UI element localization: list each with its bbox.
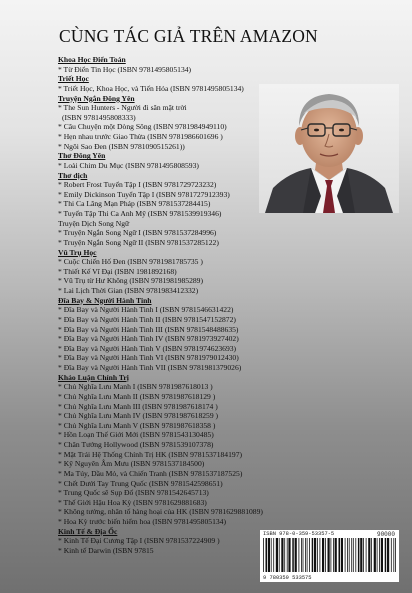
barcode-bar bbox=[385, 538, 387, 572]
book-list-item: * Trung Quốc sẽ Sụp Đổ (ISBN 9781542645713) bbox=[58, 488, 209, 498]
barcode-bar bbox=[322, 538, 324, 572]
book-list-item: * Hoa Kỳ trước biến hiểm hoa (ISBN 9781495805134) bbox=[58, 517, 226, 526]
barcode-bar bbox=[331, 538, 332, 572]
book-list-item: * Hẹn nhau trước Giao Thừa (ISBN 9781986601696 ) bbox=[58, 132, 223, 141]
barcode-bar bbox=[263, 538, 264, 572]
barcode-bar bbox=[351, 538, 352, 572]
book-list-item: * Chủ Nghĩa Lưu Manh III (ISBN 9781987618174 ) bbox=[58, 401, 218, 411]
barcode-bar bbox=[271, 538, 272, 572]
barcode-bar bbox=[333, 538, 334, 572]
barcode-bar bbox=[320, 538, 321, 572]
barcode-bar bbox=[339, 538, 341, 572]
author-photo bbox=[259, 84, 399, 213]
category-heading: Khoa Học Điển Toán bbox=[58, 55, 126, 64]
barcode-bar bbox=[281, 538, 283, 572]
barcode-bar bbox=[307, 538, 308, 572]
book-list-item: * Chủ Nghĩa Lưu Manh V (ISBN 9781987618358 ) bbox=[58, 420, 216, 430]
book-list-item: * Chết Dưới Tay Trung Quốc (ISBN 9781542598651) bbox=[58, 478, 223, 488]
barcode-bar bbox=[395, 538, 396, 572]
barcode-bar bbox=[273, 538, 274, 572]
book-list-item: * Truyện Ngắn Song Ngữ II (ISBN 9781537285122) bbox=[58, 237, 219, 247]
book-list-item: * Hồn Loạn Thế Giới Mới (ISBN 9781543130485) bbox=[58, 430, 214, 440]
book-list-item: * Kinh Tế Đại Cương Tập I (ISBN 9781537224909 ) bbox=[58, 536, 220, 546]
barcode-bar bbox=[379, 538, 380, 572]
book-list-item: * Mặt Trái Hệ Thống Chính Trị HK (ISBN 9781537184197) bbox=[58, 449, 243, 459]
barcode-bar bbox=[279, 538, 280, 572]
category-heading: Vũ Trụ Học bbox=[58, 247, 97, 257]
category-heading: Truyện Ngắn Đông Yên bbox=[58, 93, 135, 103]
barcode-icon bbox=[263, 538, 396, 572]
barcode-bar bbox=[303, 538, 304, 572]
barcode-bar bbox=[295, 538, 297, 572]
book-list-item: * Chủ Nghĩa Lưu Manh I (ISBN 9781987618013 ) bbox=[58, 382, 213, 392]
barcode-bar bbox=[381, 538, 383, 572]
barcode-bar bbox=[312, 538, 314, 572]
isbn-barcode bbox=[260, 530, 399, 582]
book-list-item: * Tuyển Tập Thi Ca Anh Mỹ (ISBN 9781539919346) bbox=[58, 209, 222, 218]
barcode-bar bbox=[299, 538, 300, 572]
barcode-bar bbox=[391, 538, 392, 572]
category-heading: Thơ dịch bbox=[58, 170, 88, 180]
barcode-bar bbox=[335, 538, 337, 572]
barcode-bar bbox=[284, 538, 285, 572]
book-list-item: * Đĩa Bay và Người Hành Tinh III (ISBN 9781548488635) bbox=[58, 324, 239, 334]
barcode-bar bbox=[387, 538, 389, 572]
barcode-bar bbox=[368, 538, 370, 572]
book-list-item: * Đĩa Bay và Người Hành Tinh IV (ISBN 9781973927402) bbox=[58, 334, 239, 344]
barcode-bar bbox=[305, 538, 306, 572]
ean-digits: 9 780359 533575 bbox=[263, 575, 312, 581]
book-list-item: * Vũ Trụ từ Hư Không (ISBN 9781981985289) bbox=[58, 276, 204, 286]
barcode-bar bbox=[317, 538, 318, 572]
book-list-item: * Đĩa Bay và Người Hành Tinh VII (ISBN 9781981379026) bbox=[58, 363, 242, 372]
barcode-bar bbox=[393, 538, 394, 572]
barcode-bar bbox=[374, 538, 376, 572]
book-list-item: * Chân Tướng Hollywood (ISBN 9781539107378) bbox=[58, 440, 214, 449]
book-list-item: * Không tưởng, nhân tố hàng hoại của HK (ISBN 9781629881089) bbox=[58, 507, 263, 517]
barcode-bar bbox=[349, 538, 350, 572]
barcode-bar bbox=[292, 538, 294, 572]
barcode-bar bbox=[309, 538, 310, 572]
book-list-item: * Thiết Kế Vĩ Đại (ISBN 1981892168) bbox=[58, 266, 177, 276]
book-list-item: * Kỹ Nguyên Âm Mưu (ISBN 9781537184500) bbox=[58, 459, 205, 469]
barcode-bar bbox=[325, 538, 326, 572]
book-list-item: * Triết Học, Khoa Học, và Tiến Hóa (ISBN 9781495805134) bbox=[58, 83, 244, 93]
book-list-item: * Lai Lịch Thời Gian (ISBN 9781983412332) bbox=[58, 286, 199, 295]
book-list-item: * Từ Điển Tin Học (ISBN 9781495805134) bbox=[58, 64, 192, 74]
book-list-item: * Robert Frost Tuyển Tập I (ISBN 9781729723232) bbox=[58, 180, 217, 190]
book-list-item: * Ma Túy, Dầu Mỏ, và Chiến Tranh (ISBN 9781537187525) bbox=[58, 468, 243, 478]
book-list-item: Truyện Dịch Song Ngữ bbox=[58, 218, 130, 228]
book-list-item: * Đĩa Bay và Người Hành Tinh I (ISBN 9781546631422) bbox=[58, 305, 234, 315]
book-list-item: * Chủ Nghĩa Lưu Manh II (ISBN 9781987618129 ) bbox=[58, 391, 216, 401]
author-portrait-icon bbox=[259, 84, 399, 213]
book-list-item: * Thi Ca Lãng Mạn Pháp (ISBN 9781537284415) bbox=[58, 199, 211, 209]
barcode-bar bbox=[328, 538, 330, 572]
barcode-bar bbox=[288, 538, 290, 572]
book-list-item: * Ngõi Sao Đen (ISBN 9781090515261)) bbox=[58, 141, 185, 151]
book-list-item: * Đĩa Bay và Người Hành Tinh II (ISBN 9781547152872) bbox=[58, 314, 236, 324]
price-code: 90000 bbox=[376, 531, 395, 538]
book-list-item: (ISBN 9781495808333) bbox=[62, 112, 136, 122]
book-list-item: * Kinh tế Darwin (ISBN 97815 bbox=[58, 545, 154, 555]
barcode-bar bbox=[355, 538, 356, 572]
barcode-bar bbox=[347, 538, 348, 572]
isbn-text: ISBN 978-0-359-53357-5 bbox=[263, 531, 335, 537]
barcode-bar bbox=[301, 538, 302, 572]
book-list-item: * Đĩa Bay và Người Hành Tinh V (ISBN 9781974623693) bbox=[58, 343, 237, 353]
barcode-bar bbox=[363, 538, 364, 572]
book-list-item: * Đĩa Bay và Người Hành Tinh VI (ISBN 9781979012430) bbox=[58, 353, 239, 363]
category-heading: Kinh Tế & Địa Ốc bbox=[58, 526, 118, 536]
barcode-bar bbox=[314, 538, 316, 572]
barcode-bar bbox=[266, 538, 268, 572]
book-list-item: * Emily Dickinson Tuyển Tập I (ISBN 9781727912393) bbox=[58, 189, 230, 199]
barcode-bar bbox=[358, 538, 360, 572]
barcode-bar bbox=[371, 538, 372, 572]
book-list-item: * Loài Chim Du Mục (ISBN 9781495808593) bbox=[58, 160, 199, 170]
barcode-bar bbox=[287, 538, 288, 572]
category-heading: Đĩa Bay & Người Hành Tinh bbox=[58, 295, 152, 305]
book-list-item: * Câu Chuyện một Dòng Sông (ISBN 9781984949110) bbox=[58, 122, 227, 132]
barcode-bar bbox=[360, 538, 362, 572]
barcode-bar bbox=[268, 538, 270, 572]
barcode-bar bbox=[341, 538, 343, 572]
book-list-item: * Truyện Ngắn Song Ngữ I (ISBN 9781537284996) bbox=[58, 228, 217, 238]
category-heading: Triết Học bbox=[58, 74, 89, 84]
book-list-item: * Thế Giới Hậu Hoa Kỳ (ISBN 9781629881683) bbox=[58, 497, 207, 507]
category-heading: Thơ Đông Yên bbox=[58, 151, 106, 161]
book-list-item: * The Sun Hunters - Người đi săn mặt trời bbox=[58, 103, 187, 113]
page-title: CÙNG TÁC GIẢ TRÊN AMAZON bbox=[59, 26, 318, 46]
barcode-bar bbox=[366, 538, 367, 572]
barcode-bar bbox=[276, 538, 278, 572]
book-list-item: * Cuộc Chiến Hố Đen (ISBN 9781981785735 ) bbox=[58, 257, 203, 267]
category-heading: Khảo Luận Chính Trị bbox=[58, 372, 129, 382]
barcode-bar bbox=[353, 538, 354, 572]
barcode-bar bbox=[377, 538, 378, 572]
book-list-item: * Chủ Nghĩa Lưu Manh IV (ISBN 9781987618259 ) bbox=[58, 411, 219, 421]
barcode-bar bbox=[345, 538, 346, 572]
